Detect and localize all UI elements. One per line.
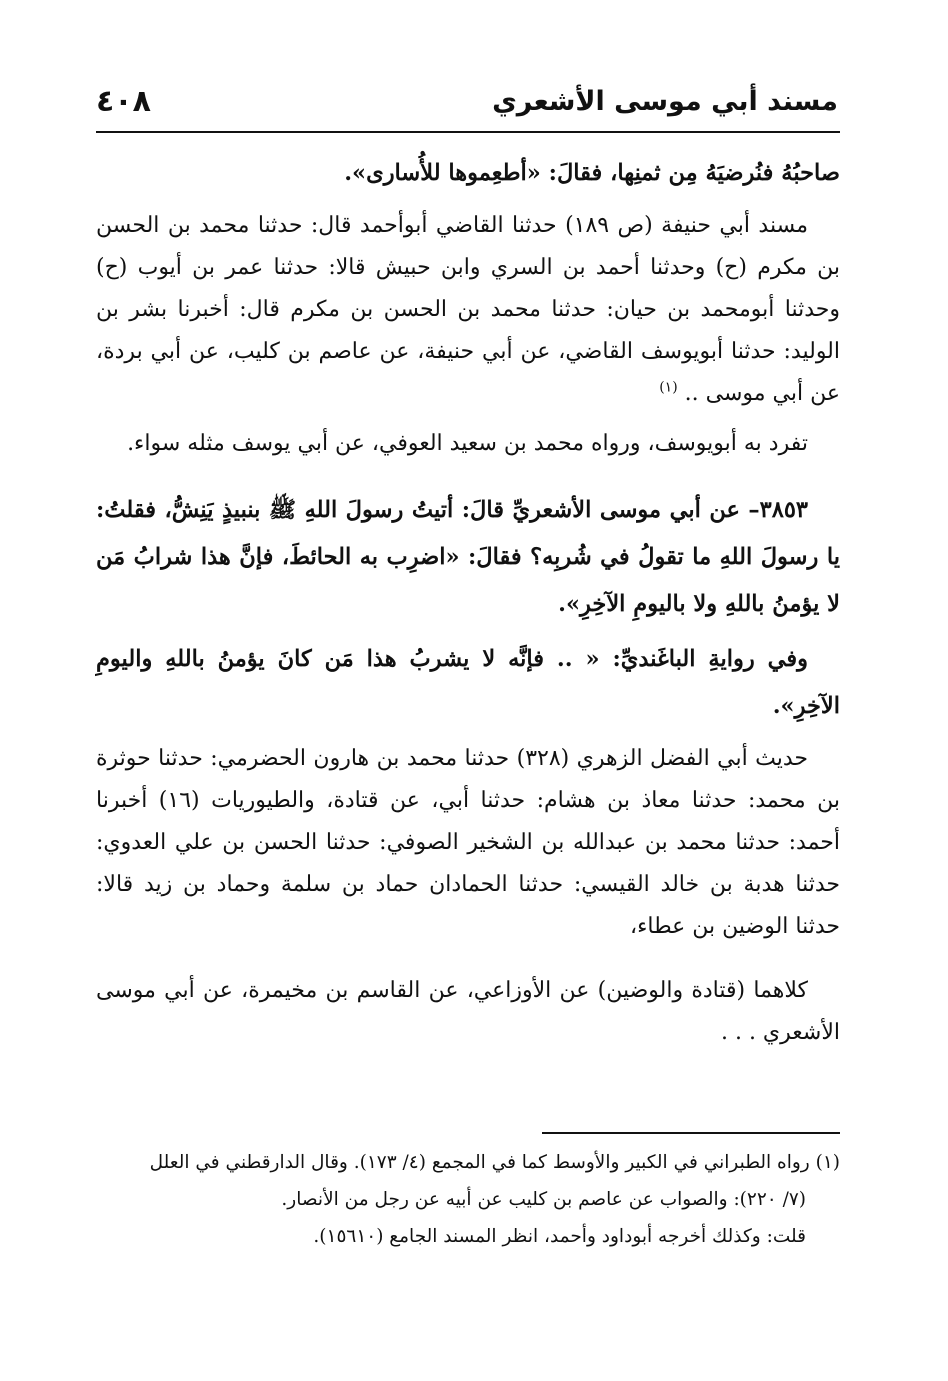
hadith-3853: ٣٨٥٣– عن أبي موسى الأشعريِّ قالَ: أتيتُ رسولَ اللهِ ﷺ بنبيذٍ يَنِشُّ، فقلتُ: يا رسولَ اللهِ ما تقولُ في شُربِه؟ فقالَ: «اضرِب به الحائطَ، فإنَّ هذا شرابُ مَن لا يؤمنُ باللهِ ولا باليومِ الآخِرِ». — [96, 497, 840, 617]
note-paragraph: تفرد به أبويوسف، ورواه محمد بن سعيد العوفي، عن أبي يوسف مثله سواء. — [127, 431, 808, 456]
footnote-1-line-1: (١) رواه الطبراني في الكبير والأوسط كما في المجمع (٤/ ١٧٣). وقال الدارقطني في العلل — [149, 1152, 840, 1173]
footnotes — [96, 1144, 840, 1255]
baghandi-narration: وفي روايةِ الباغَنديِّ: « .. فإنَّه لا يشربُ هذا مَن كانَ يؤمنُ باللهِ واليومِ الآخِرِ». — [96, 646, 840, 719]
hadith-continuation: صاحبُهُ فنُرضيَهُ مِن ثمنِها، فقالَ: «أطعِموها للأُسارى». — [344, 160, 840, 186]
page-header — [96, 82, 840, 132]
source-text-abu-hanifa: مسند أبي حنيفة (ص ١٨٩) حدثنا القاضي أبوأحمد قال: حدثنا محمد بن الحسن بن مكرم (ح) وحدثنا أحمد بن السري وابن حبيش قالا: حدثنا عمر بن أيوب (ح) وحدثنا أبومحمد بن حيان: حدثنا محمد بن الحسن بن مكرم قال: أخبرنا بشر بن الوليد: حدثنا أبويوسف القاضي، عن أبي حنيفة، عن عاصم بن كليب، عن أبي بردة، عن أبي موسى .. — [96, 213, 840, 406]
footnote-separator — [542, 1132, 840, 1134]
page-number: ٤٠٨ — [96, 84, 151, 119]
footnote-1-line-2: (٧/ ٢٢٠): والصواب عن عاصم بن كليب عن أبيه عن رجل من الأنصار. — [281, 1189, 806, 1210]
footnote-1-line-3: قلت: وكذلك أخرجه أبوداود وأحمد، انظر المسند الجامع (١٥٦١٠). — [313, 1226, 806, 1247]
main-text — [96, 150, 840, 1062]
chain-summary: كلاهما (قتادة والوضين) عن الأوزاعي، عن القاسم بن مخيمرة، عن أبي موسى الأشعري . . . — [96, 978, 840, 1045]
header-rule — [96, 131, 840, 133]
source-paragraph-zuhri: حديث أبي الفضل الزهري (٣٢٨) حدثنا محمد بن هارون الحضرمي: حدثنا حوثرة بن محمد: حدثنا معاذ بن هشام: حدثنا أبي، عن قتادة، والطيوريات (١٦) أخبرنا أحمد: حدثنا محمد بن عبدالله بن الشخير الصوفي: حدثنا الحسن بن علي العدوي: حدثنا هدبة بن خالد القيسي: حدثنا الحمادان حماد بن سلمة وحماد بن زيد قالا: حدثنا الوضين بن عطاء، — [96, 746, 840, 939]
footnote-reference[interactable]: (١) — [659, 379, 678, 396]
source-paragraph-abu-hanifa — [96, 205, 840, 415]
book-page — [96, 82, 840, 1322]
running-title: مسند أبي موسى الأشعري — [492, 86, 838, 117]
